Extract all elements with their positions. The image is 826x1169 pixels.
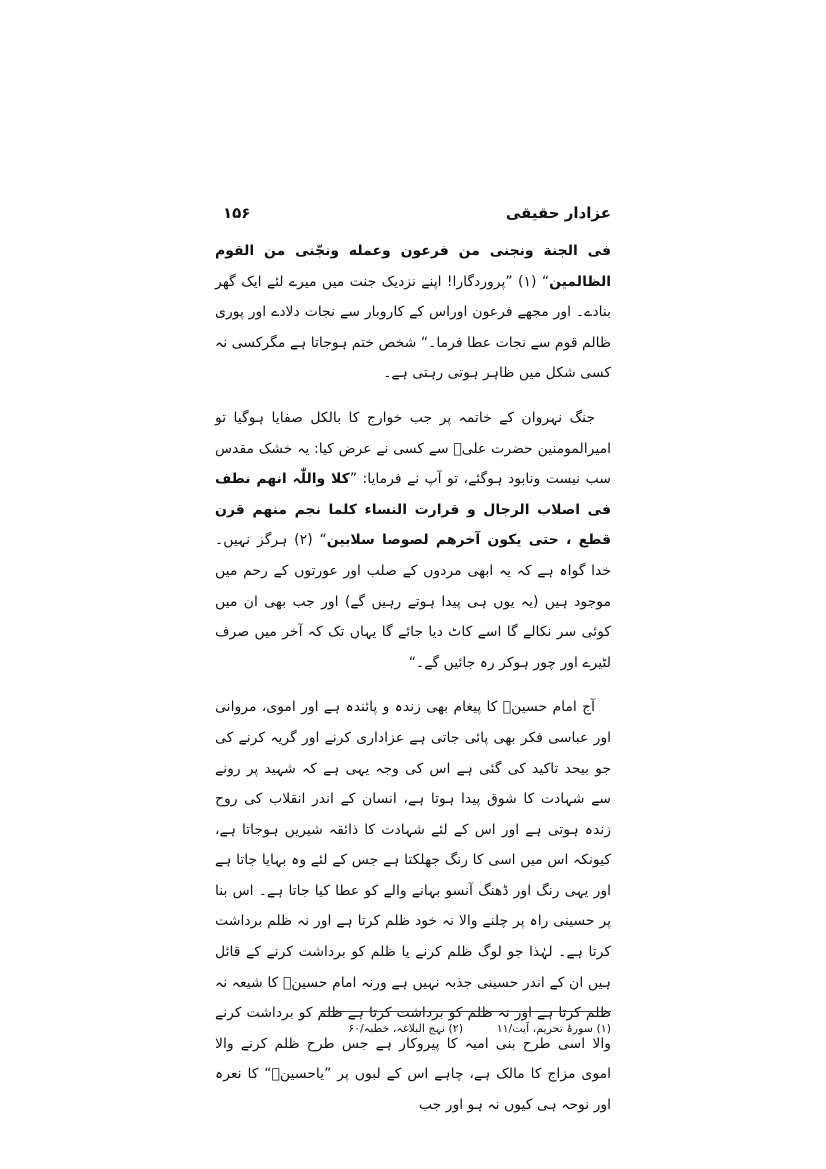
paragraph-text: “ (۱) ”پروردگارا! اپنے نزدیک جنت میں میرے لئے ایک گھر بنادے۔ اور مجھے فرعون اوراس کے کاروبار سے نجات دلادے اور پوری ظالم قوم سے نجات عطا فرما۔“ شخص ختم ہوجاتا ہے مگرکسی نہ کسی شکل میں ظاہر ہوتی رہتی ہے۔ xyxy=(215,273,611,382)
body-text xyxy=(215,236,611,1135)
paragraph-quran-verse xyxy=(215,236,611,389)
page-number: ۱۵۶ xyxy=(223,204,251,222)
footnote-divider xyxy=(320,1011,611,1012)
arabic-quote: کلا واللّٰہ انھم نطف فی اصلاب الرجال و قرارت النساء کلما نجم منھم قرن قطع ، حتی یکون آخرھم لصوصا سلابین xyxy=(215,471,611,549)
page-header xyxy=(215,200,611,230)
footnote-2: (۲) نہج البلاغہ، خطبہ/۶۰ xyxy=(348,1022,463,1035)
paragraph-nahrawan xyxy=(215,403,611,678)
paragraph-imam-husain: آج امام حسینؑ کا پیغام بھی زندہ و پائندہ ہے اور اموی، مروانی اور عباسی فکر بھی پائی جاتی ہے عزاداری کرنے اور گریہ کرنے کی جو بیحد تاکید کی گئی ہے اس کی وجہ یہی ہے کہ شہید پر رونے سے شہادت کا شوق پیدا ہوتا ہے، انسان کے اندر انقلاب کی روح زندہ ہوتی ہے اور اس کے لئے شہادت کا ذائقہ شیریں ہوجاتا ہے، کیونکہ اس میں اسی کا رنگ جھلکتا ہے جس کے لئے وہ بہایا جاتا ہے اور یہی رنگ اور ڈھنگ آنسو بہانے والے کو عطا کیا جاتا ہے۔ اس بنا پر حسینی راہ پر چلنے والا نہ خود ظلم کرتا ہے اور نہ ظلم برداشت کرتا ہے۔ لہٰذا جو لوگ ظلم کرنے یا ظلم کو برداشت کرنے کے قائل ہیں ان کے اندر حسینی جذبہ نہیں ہے ورنہ امام حسینؑ کا شیعہ نہ ظلم کرتا ہے اور نہ ظلم کو برداشت کرتا ہے ظلم کو برداشت کرنے والا اسی طرح بنی امیہ کا پیروکار ہے جس طرح ظلم کرنے والا اموی مزاج کا مالک ہے، چاہے اس کے لبوں پر ”یاحسینؑ“ کا نعرہ اور نوحہ ہی کیوں نہ ہو اور جب xyxy=(215,699,611,1114)
paragraph-text: “ (۲) ہرگز نہیں۔ خدا گواہ ہے کہ یہ ابھی مردوں کے صلب اور عورتوں کے رحم میں موجود ہیں (یہ یوں ہی پیدا ہوتے رہیں گے) اور جب بھی ان میں کوئی سر نکالے گا اسے کاٹ دیا جائے گا یہاں تک کہ آخر میں صرف لٹیرے اور چور ہوکر رہ جائیں گے۔“ xyxy=(215,532,611,671)
arabic-quote: فی الجنة ونجنی من فرعون وعمله ونجّنی من القوم الظالمین xyxy=(215,243,612,290)
running-title: عزادار حقیقی xyxy=(505,204,611,222)
footnote-1: (۱) سورۂ تحریم، آیت/۱۱ xyxy=(496,1022,611,1035)
footnotes xyxy=(215,1018,611,1044)
paragraph-text: جنگ نہروان کے خاتمہ پر جب خوارج کا بالکل صفایا ہوگیا تو امیرالمومنین حضرت علیؑ سے کسی نے عرض کیا: یہ خشک مقدس سب نیست ونابود ہوگئے، تو آپ نے فرمایا: ” xyxy=(215,409,611,488)
